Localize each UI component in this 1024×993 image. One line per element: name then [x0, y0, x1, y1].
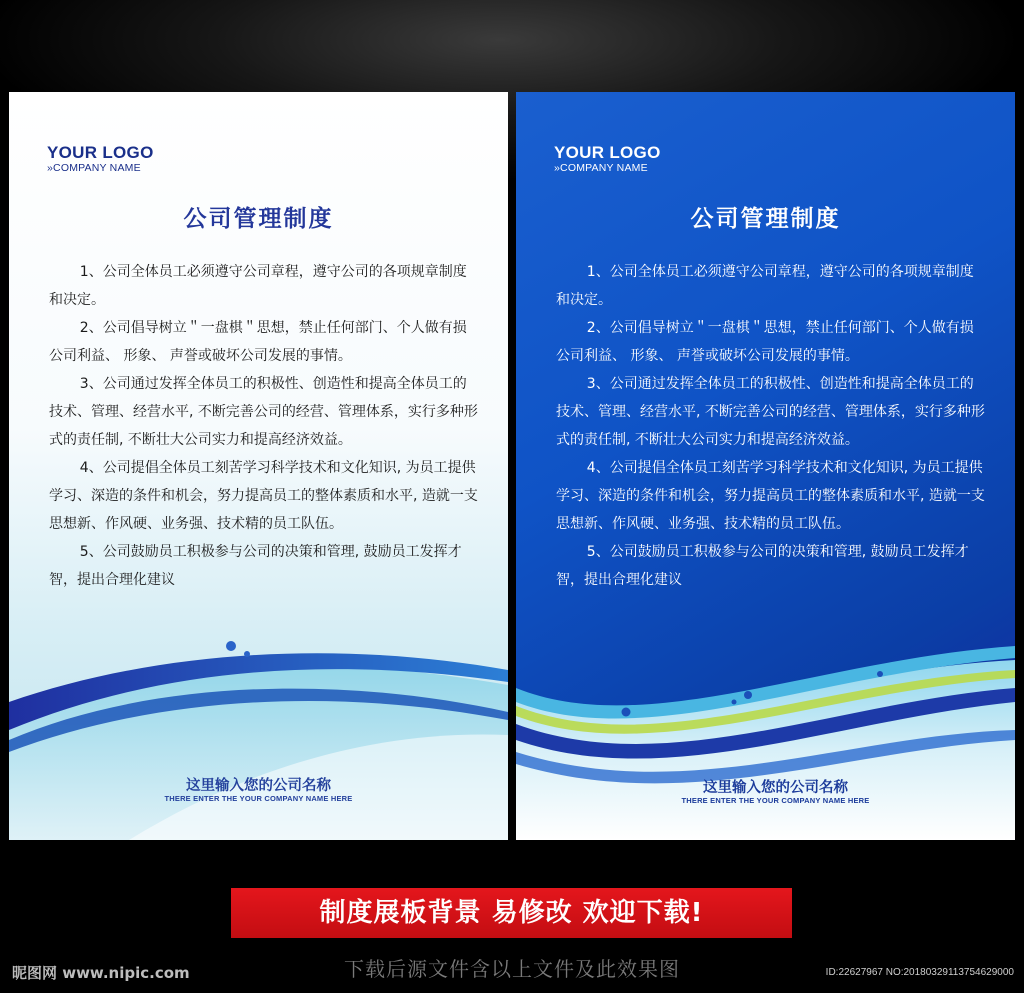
company-name-label: »COMPANY NAME [554, 162, 648, 174]
logo-block [47, 144, 154, 174]
rule-paragraph: 2、公司倡导树立＂一盘棋＂思想，禁止任何部门、个人做有损公司利益、 形象、 声誉或破坏公司发展的事情。 [556, 320, 974, 364]
footer-company-name: 这里输入您的公司名称 [703, 780, 848, 796]
rule-paragraph: 3、公司通过发挥全体员工的积极性、创造性和提高全体员工的技术、管理、经营水平, 不断完善公司的经营、管理体系，实行多种形式的责任制, 不断壮大公司实力和提高经济效益。 [49, 376, 478, 448]
rule-paragraph: 5、公司鼓励员工积极参与公司的决策和管理, 鼓励员工发挥才智，提出合理化建议 [49, 544, 462, 588]
display-board-blue [516, 92, 1015, 840]
logo-text: YOUR LOGO [554, 143, 661, 162]
rule-paragraph: 4、公司提倡全体员工刻苦学习科学技术和文化知识, 为员工提供学习、深造的条件和机会，努力提高员工的整体素质和水平, 造就一支思想新、作风硬、业务强、技术精的员工队伍。 [49, 460, 478, 532]
download-note: 下载后源文件含以上文件及此效果图 [344, 957, 680, 981]
rules-text [49, 258, 479, 594]
rule-paragraph: 1、公司全体员工必须遵守公司章程，遵守公司的各项规章制度和决定。 [49, 264, 467, 308]
footer-company-name-en: THERE ENTER THE YOUR COMPANY NAME HERE [681, 796, 870, 805]
image-id-watermark: ID:22627967 NO:20180329113754629000 [825, 967, 1014, 978]
footer-company-name-en: THERE ENTER THE YOUR COMPANY NAME HERE [164, 794, 353, 803]
rule-paragraph: 1、公司全体员工必须遵守公司章程，遵守公司的各项规章制度和决定。 [556, 264, 974, 308]
board-title: 公司管理制度 [690, 206, 841, 232]
board-title: 公司管理制度 [183, 206, 334, 232]
logo-block [554, 144, 661, 174]
wave-decoration [516, 640, 1015, 840]
wave-decoration [9, 640, 508, 840]
company-name-label: »COMPANY NAME [47, 162, 141, 174]
rule-paragraph: 4、公司提倡全体员工刻苦学习科学技术和文化知识, 为员工提供学习、深造的条件和机会，努力提高员工的整体素质和水平, 造就一支思想新、作风硬、业务强、技术精的员工队伍。 [556, 460, 985, 532]
rule-paragraph: 5、公司鼓励员工积极参与公司的决策和管理, 鼓励员工发挥才智，提出合理化建议 [556, 544, 969, 588]
rules-text [556, 258, 986, 594]
promo-banner: 制度展板背景 易修改 欢迎下载! [231, 888, 792, 938]
site-watermark: 昵图网 www.nipic.com [12, 964, 190, 982]
footer-company-name: 这里输入您的公司名称 [186, 778, 331, 794]
logo-text: YOUR LOGO [47, 143, 154, 162]
rule-paragraph: 2、公司倡导树立＂一盘棋＂思想，禁止任何部门、个人做有损公司利益、 形象、 声誉或破坏公司发展的事情。 [49, 320, 467, 364]
rule-paragraph: 3、公司通过发挥全体员工的积极性、创造性和提高全体员工的技术、管理、经营水平, 不断完善公司的经营、管理体系，实行多种形式的责任制, 不断壮大公司实力和提高经济效益。 [556, 376, 985, 448]
display-board-white [9, 92, 508, 840]
